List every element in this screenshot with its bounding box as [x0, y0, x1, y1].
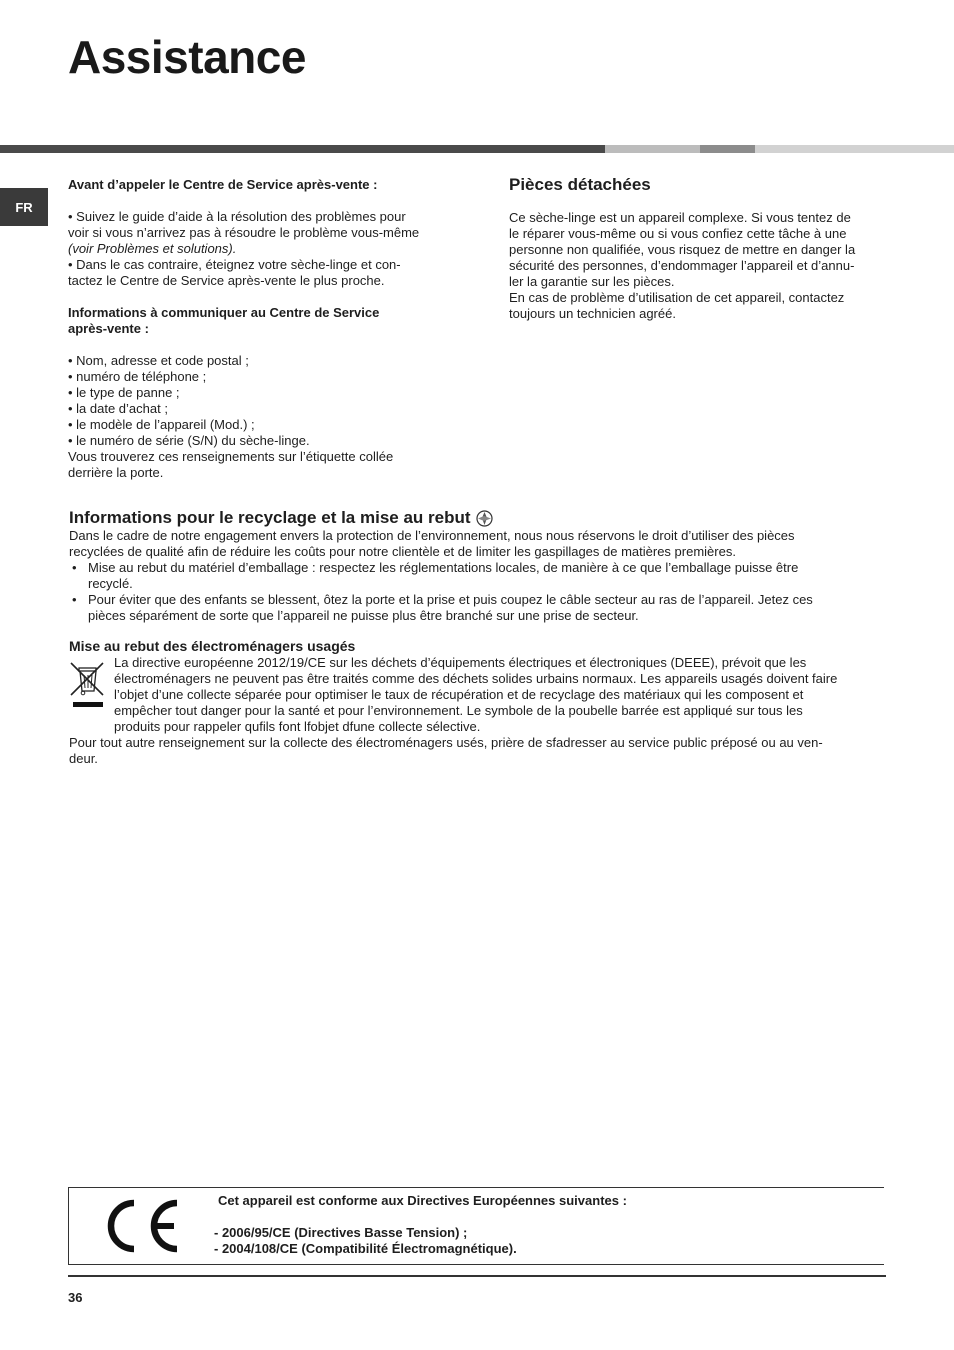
disposal-final-line: deur.	[69, 751, 98, 766]
spare-parts-line: toujours un technicien agréé.	[509, 306, 676, 321]
info-list	[68, 353, 458, 449]
recycling-bullet-line: pièces séparément de sorte que l’appareil ne puisse plus être branché sur une prise de secteur.	[88, 608, 639, 623]
disposal-text	[114, 655, 894, 735]
service-text-line: voir si vous n’arrivez pas à résoudre le problème vous-même	[68, 225, 420, 240]
info-heading: après-vente :	[68, 321, 149, 336]
spare-parts-line: Ce sèche-linge est un appareil complexe. Si vous tentez de	[509, 210, 851, 225]
spare-parts-line: personne non qualifiée, vous risquez de mettre en danger la	[509, 242, 856, 257]
service-text-line: • Dans le cas contraire, éteignez votre sèche-linge et con-	[68, 257, 401, 272]
recycling-list	[69, 560, 889, 624]
service-text-line: tactez le Centre de Service après-vente le plus proche.	[68, 273, 385, 288]
header-bar-light	[605, 145, 700, 153]
spare-parts-line: le réparer vous-même ou si vous confiez cette tâche à une	[509, 226, 847, 241]
recycling-heading-text: Informations pour le recyclage et la mise au rebut	[69, 508, 471, 527]
disposal-line: empêcher tout danger pour la santé et pour l’environnement. Le symbole de la poubelle barrée est appliqué sur tous les	[114, 703, 803, 718]
service-heading: Avant d’appeler le Centre de Service après-vente :	[68, 177, 378, 192]
spare-parts-heading: Pièces détachées	[509, 175, 651, 194]
spare-parts-line: sécurité des personnes, d’endommager l’appareil et d’annu-	[509, 258, 855, 273]
language-tab: FR	[0, 188, 48, 226]
header-bar-lighter	[755, 145, 954, 153]
disposal-line: l’objet d’une collecte séparée pour optimiser le taux de récupération et de recyclage des matériaux qui les composent et	[114, 687, 804, 702]
recycling-bullet-line: recyclé.	[88, 576, 133, 591]
disposal-line: électroménagers ne peuvent pas être traités comme des déchets solides urbains normaux. Les appareils usagés doivent faire	[114, 671, 838, 686]
list-item: • le modèle de l’appareil (Mod.) ;	[68, 417, 255, 432]
recycling-intro-line: recyclées de qualité afin de réduire les coûts pour notre clientèle et de limiter les gaspillages de matières premières.	[69, 544, 736, 559]
recycle-leaf-icon	[476, 510, 493, 527]
list-item	[69, 592, 889, 624]
footer-divider	[68, 1275, 886, 1277]
recycling-bullet-line: • Mise au rebut du matériel d’emballage : respectez les réglementations locales, de manière à ce que l’emballage puisse être	[88, 560, 799, 575]
disposal-heading: Mise au rebut des électroménagers usagés	[69, 638, 356, 654]
recycling-heading	[69, 508, 889, 528]
service-text-line: (voir Problèmes et solutions).	[68, 241, 237, 256]
spare-parts-line: En cas de problème d’utilisation de cet appareil, contactez	[509, 290, 845, 305]
disposal-final-line: Pour tout autre renseignement sur la collecte des électroménagers usés, prière de sfadresser au service public préposé ou au ven-	[69, 735, 823, 750]
disposal-line: La directive européenne 2012/19/CE sur les déchets d’équipements électriques et électroniques (DEEE), prévoit que les	[114, 655, 807, 670]
page-number: 36	[68, 1290, 83, 1305]
spare-parts-line: ler la garantie sur les pièces.	[509, 274, 675, 289]
header-bar-mid	[700, 145, 755, 153]
list-item: • la date d’achat ;	[68, 401, 168, 416]
ce-text	[214, 1193, 627, 1257]
recycling-section	[69, 508, 889, 624]
info-closing-line: Vous trouverez ces renseignements sur l’étiquette collée	[68, 449, 394, 464]
ce-mark-icon	[100, 1197, 180, 1255]
ce-text-line: - 2004/108/CE (Compatibilité Électromagnétique).	[214, 1241, 517, 1256]
list-item: • le type de panne ;	[68, 385, 180, 400]
service-text-line: • Suivez le guide d’aide à la résolution des problèmes pour	[68, 209, 406, 224]
crossed-out-wheelie-bin-icon	[69, 659, 107, 711]
spare-parts-column	[509, 175, 889, 322]
recycling-bullet-line: • Pour éviter que des enfants se blessent, ôtez la porte et la prise et puis coupez le câble secteur au ras de l’appareil. Jetez ces	[88, 592, 813, 607]
service-column	[68, 177, 458, 481]
list-item: • Nom, adresse et code postal ;	[68, 353, 249, 368]
header-bar-dark	[0, 145, 605, 153]
list-item: • numéro de téléphone ;	[68, 369, 207, 384]
list-item: • le numéro de série (S/N) du sèche-linge.	[68, 433, 310, 448]
ce-text-line: - 2006/95/CE (Directives Basse Tension) ;	[214, 1225, 468, 1240]
info-heading: Informations à communiquer au Centre de Service	[68, 305, 380, 320]
list-item	[69, 560, 889, 592]
recycling-intro-line: Dans le cadre de notre engagement envers la protection de l’environnement, nous nous réservons le droit d’utiliser des pièces	[69, 528, 795, 543]
ce-text-line: Cet appareil est conforme aux Directives Européennes suivantes :	[218, 1193, 627, 1208]
disposal-line: produits pour rappeler qufils font lfobjet dfune collecte sélective.	[114, 719, 481, 734]
info-closing-line: derrière la porte.	[68, 465, 164, 480]
disposal-final	[69, 735, 889, 767]
page-title: Assistance	[68, 31, 306, 83]
